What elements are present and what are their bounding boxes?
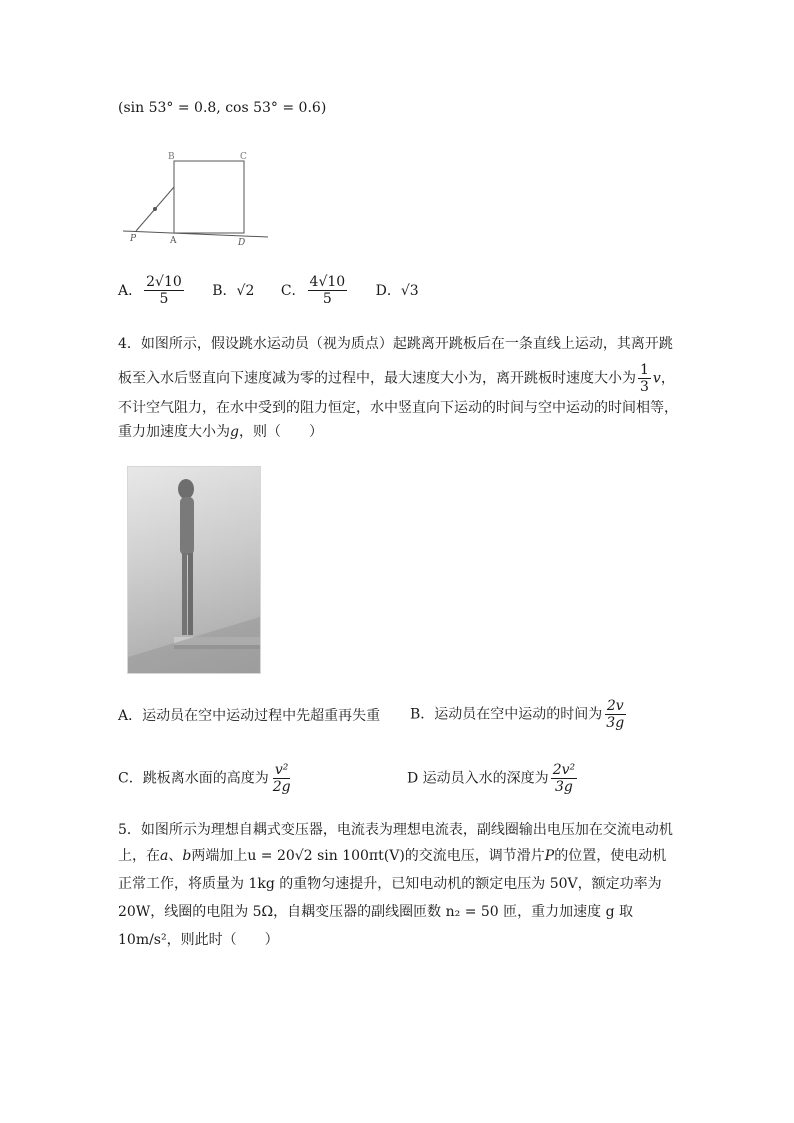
q4-line-3: 不计空气阻力，在水中受到的阻力恒定，水中竖直向下运动的时间与空中运动的时间相等， [118, 400, 678, 416]
geometry-diagram [118, 145, 278, 255]
diver-photo [127, 466, 261, 674]
q3-option-d: D．√3 [375, 282, 419, 299]
label-p: P [130, 234, 137, 244]
label-b: B [168, 152, 175, 162]
label-a: A [170, 236, 177, 246]
label-d: D [238, 238, 246, 248]
q3-option-a: A． $\frac{2√10}{5}$ [118, 274, 182, 307]
q4-option-a: A．运动员在空中运动过程中先超重再失重 [118, 708, 381, 724]
q4-line-1: 4．如图所示，假设跳水运动员（视为质点）起跳离开跳板后在一条直线上运动，其离开跳 [118, 336, 673, 352]
q3-option-c: C． $\frac{4√10}{5}$ [280, 274, 346, 307]
q4-option-d: D 运动员入水的深度为 $\frac{\text{2v²}}{3g}$ [407, 762, 576, 795]
trig-note: (sin 53° = 0.8, cos 53° = 0.6) [118, 100, 327, 116]
q5-line-5: 10m/s²，则此时（ ） [118, 932, 279, 948]
q4-option-b: B．运动员在空中运动的时间为 $\frac{2v}{3g}$ [410, 698, 625, 731]
q5-line-3: 正常工作，将质量为 1kg 的重物匀速提升，已知电动机的额定电压为 50V，额定功率为 [118, 876, 662, 892]
q5-line-1: 5．如图所示为理想自耦式变压器，电流表为理想电流表，副线圈输出电压加在交流电动机 [118, 822, 673, 838]
q3-options [118, 274, 419, 307]
q4-line-2: 板至入水后竖直向下速度减为零的过程中，最大速度大小为，离开跳板时速度大小为 $\frac{1}{3}$ v， [118, 362, 675, 395]
q4-line-4: 重力加速度大小为g，则（ ） [118, 424, 323, 440]
q5-line-2: 上，在a、b两端加上u = 20√2 sin 100πt(V)的交流电压，调节滑片P的位置，使电动机 [118, 848, 667, 864]
diver-figure [128, 467, 260, 673]
label-c: C [240, 152, 247, 162]
q3-option-b: B．√2 [212, 282, 255, 299]
q4-option-c: C．跳板离水面的高度为 $\frac{\text{v²}}{2g}$ [118, 762, 291, 795]
q5-line-4: 20W，线圈的电阻为 5Ω，自耦变压器的副线圈匝数 n₂ = 50 匝，重力加速度 g 取 [118, 904, 634, 920]
